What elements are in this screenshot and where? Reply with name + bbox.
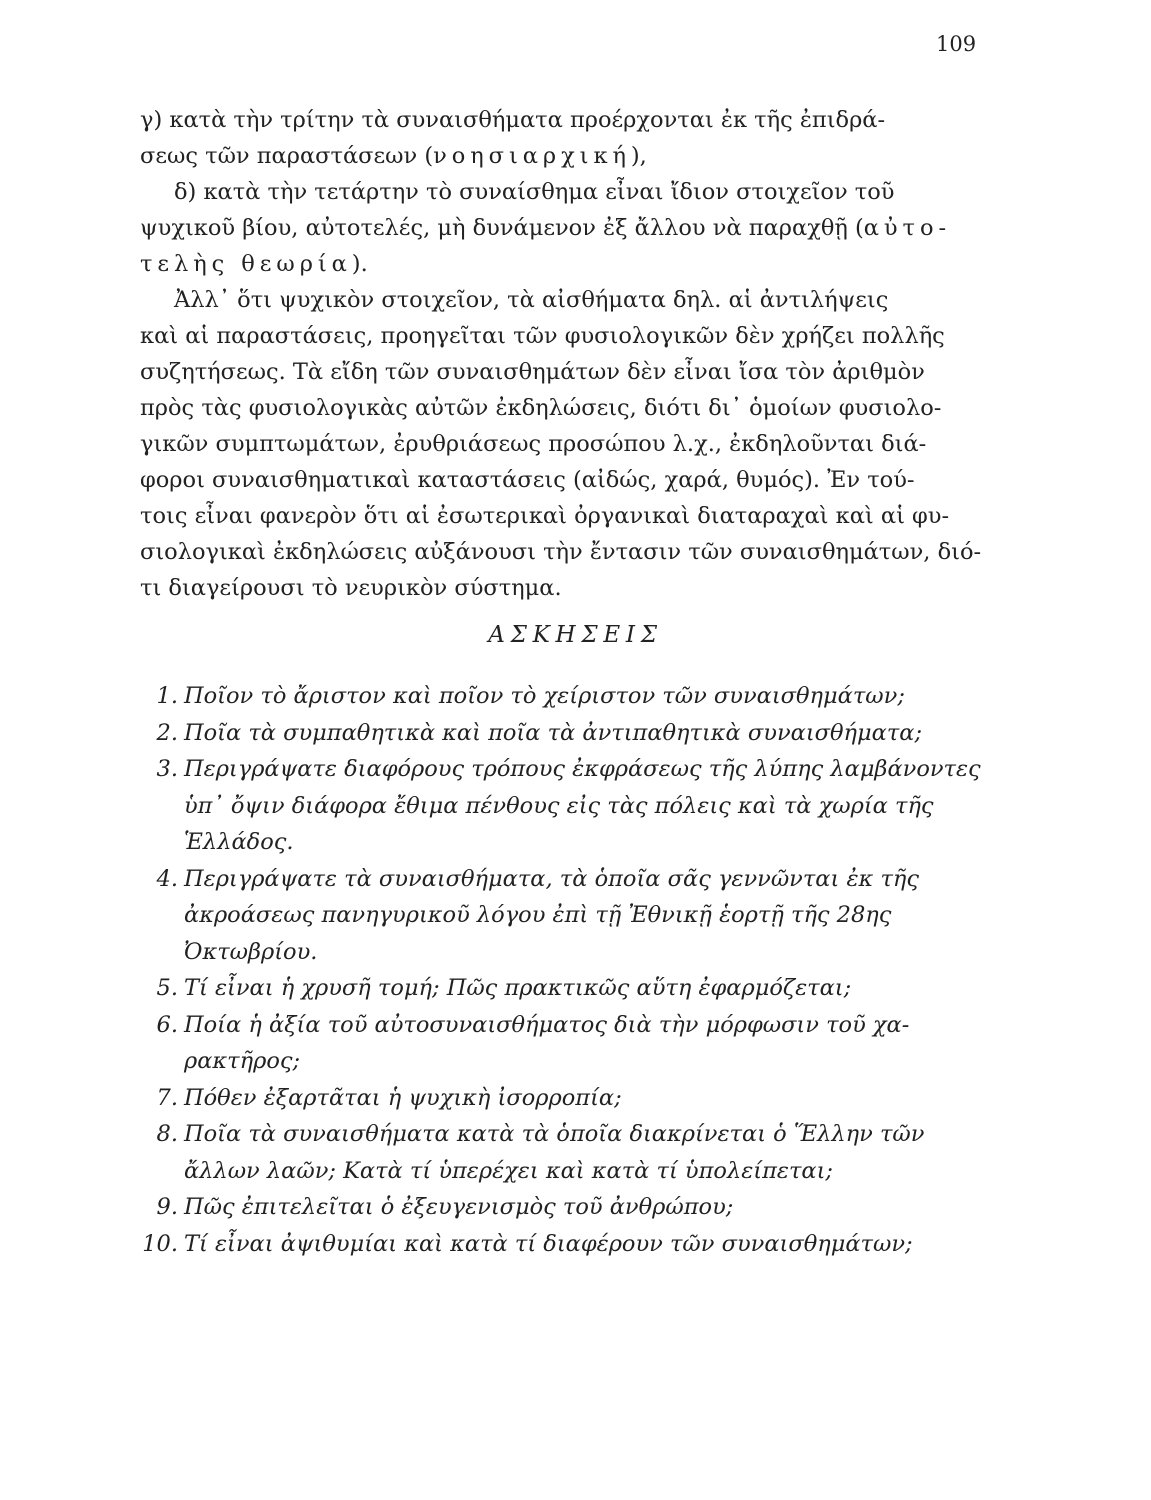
text-line: γικῶν συμπτωμάτων, ἐρυθριάσεως προσώπου λ.χ., ἐκδηλοῦνται διά- [140, 431, 927, 457]
section-heading: ΑΣΚΗΣΕΙΣ [488, 622, 663, 648]
exercise-number: 5. [156, 975, 178, 1001]
exercise-number: 3. [156, 756, 178, 782]
text-line: ψυχικοῦ βίου, αὐτοτελές, μὴ δυνάμενον ἐξ ἄλλου νὰ παραχθῇ (αὐτο- [140, 215, 951, 241]
exercise-continuation: ρακτῆρος; [184, 1048, 301, 1074]
spaced-term: αὐτο- [863, 215, 951, 241]
exercise-item: 9. Πῶς ἐπιτελεῖται ὁ ἐξευγενισμὸς τοῦ ἀνθρώπου; [140, 1189, 990, 1226]
exercise-continuation: Ὀκτωβρίου. [184, 938, 318, 965]
text-line: δ) κατὰ τὴν τετάρτην τὸ συναίσθημα εἶναι ἴδιον στοιχεῖον τοῦ [174, 179, 895, 205]
exercise-list [140, 678, 990, 1262]
exercise-number: 7. [156, 1084, 178, 1111]
exercise-number: 6. [156, 1011, 178, 1038]
exercise-item: 4. Περιγράψατε τὰ συναισθήματα, τὰ ὁποῖα σᾶς γεννῶνται ἐκ τῆς [140, 861, 990, 898]
text-line: καὶ αἱ παραστάσεις, προηγεῖται τῶν φυσιολογικῶν δὲν χρήζει πολλῆς [140, 323, 945, 349]
exercise-continuation: ὑπ᾽ ὄψιν διάφορα ἔθιμα πένθους εἰς τὰς πόλεις καὶ τὰ χωρία τῆς [184, 792, 934, 819]
text-line: σεως τῶν παραστάσεων (νοησιαρχική), [140, 143, 647, 169]
exercise-item: 7. Πόθεν ἐξαρτᾶται ἡ ψυχικὴ ἰσορροπία; [140, 1080, 990, 1117]
page-number: 109 [936, 32, 977, 56]
exercise-continuation: ἀκροάσεως πανηγυρικοῦ λόγου ἐπὶ τῇ Ἐθνικῇ ἑορτῇ τῆς 28ης [184, 902, 892, 928]
text-line: σιολογικαὶ ἐκδηλώσεις αὐξάνουσι τὴν ἔντασιν τῶν συναισθημάτων, διό- [140, 539, 982, 565]
text-line: πρὸς τὰς φυσιολογικὰς αὐτῶν ἐκδηλώσεις, διότι δι᾽ ὁμοίων φυσιολο- [140, 395, 942, 421]
exercise-number: 9. [156, 1194, 178, 1220]
exercise-continuation: Ἑλλάδος. [184, 829, 294, 855]
exercise-number: 4. [156, 865, 178, 892]
exercise-number: 2. [156, 719, 178, 746]
text-line: τι διαγείρουσι τὸ νευρικὸν σύστημα. [140, 575, 562, 601]
exercise-item: 10. Τί εἶναι ἀψιθυμίαι καὶ κατὰ τί διαφέρουν τῶν συναισθημάτων; [140, 1226, 990, 1263]
exercise-number: 10. [142, 1230, 178, 1257]
text-line: γ) κατὰ τὴν τρίτην τὰ συναισθήματα προέρχονται ἐκ τῆς ἐπιδρά- [140, 107, 886, 133]
exercise-continuation: ἄλλων λαῶν; Κατὰ τί ὑπερέχει καὶ κατὰ τί ὑπολείπεται; [184, 1157, 834, 1184]
spaced-term: νοησιαρχική [433, 143, 631, 169]
exercise-item: 3. Περιγράψατε διαφόρους τρόπους ἐκφράσεως τῆς λύπης λαμβάνοντες [140, 751, 990, 788]
text-line: συζητήσεως. Τὰ εἴδη τῶν συναισθημάτων δὲν εἶναι ἴσα τὸν ἀριθμὸν [140, 359, 925, 385]
text-line: τελὴς θεωρία). [140, 251, 368, 277]
exercise-item: 8. Ποῖα τὰ συναισθήματα κατὰ τὰ ὁποῖα διακρίνεται ὁ Ἕλλην τῶν [140, 1116, 990, 1153]
body-paragraph [140, 102, 980, 606]
exercise-item: 1. Ποῖον τὸ ἄριστον καὶ ποῖον τὸ χείριστον τῶν συναισθημάτων; [140, 678, 990, 715]
exercise-item: 6. Ποία ἡ ἀξία τοῦ αὐτοσυναισθήματος διὰ τὴν μόρφωσιν τοῦ χα- [140, 1007, 990, 1044]
text-line: Ἀλλ᾽ ὅτι ψυχικὸν στοιχεῖον, τὰ αἰσθήματα δηλ. αἱ ἀντιλήψεις [174, 287, 889, 313]
spaced-term: τελὴς θεωρία [140, 251, 352, 277]
exercise-item: 2. Ποῖα τὰ συμπαθητικὰ καὶ ποῖα τὰ ἀντιπαθητικὰ συναισθήματα; [140, 715, 990, 752]
exercise-number: 8. [156, 1121, 178, 1147]
text-line: φοροι συναισθηματικαὶ καταστάσεις (αἰδώς, χαρά, θυμός). Ἐν τού- [140, 467, 915, 493]
exercise-number: 1. [156, 683, 178, 709]
exercise-item: 5. Τί εἶναι ἡ χρυσῆ τομή; Πῶς πρακτικῶς αὕτη ἐφαρμόζεται; [140, 970, 990, 1007]
text-line: τοις εἶναι φανερὸν ὅτι αἱ ἐσωτερικαὶ ὀργανικαὶ διαταραχαὶ καὶ αἱ φυ- [140, 503, 950, 529]
